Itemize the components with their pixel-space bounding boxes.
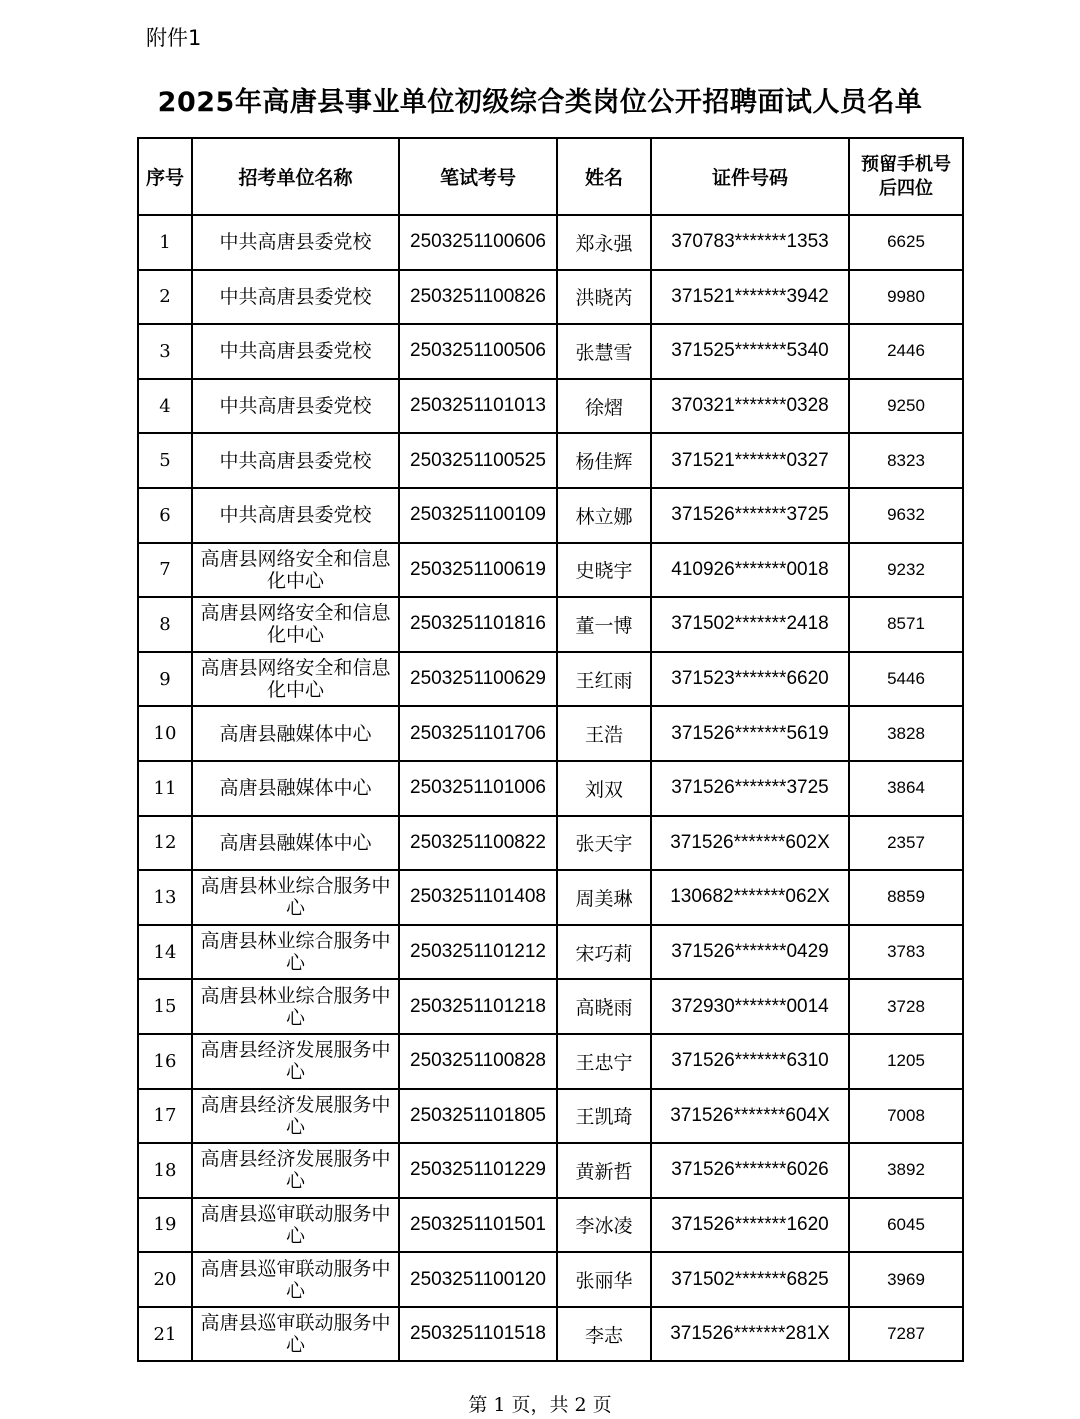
cell-phone: 8571 bbox=[849, 597, 963, 652]
cell-phone: 5446 bbox=[849, 652, 963, 707]
cell-unit: 高唐县网络安全和信息化中心 bbox=[192, 597, 399, 652]
cell-unit: 高唐县巡审联动服务中心 bbox=[192, 1198, 399, 1253]
cell-phone: 7008 bbox=[849, 1089, 963, 1144]
cell-unit: 高唐县经济发展服务中心 bbox=[192, 1143, 399, 1198]
cell-name: 高晓雨 bbox=[557, 979, 651, 1034]
cell-id-no: 371526*******3725 bbox=[651, 488, 849, 543]
cell-exam-no: 2503251100109 bbox=[399, 488, 557, 543]
cell-exam-no: 2503251100629 bbox=[399, 652, 557, 707]
cell-id-no: 371526*******1620 bbox=[651, 1198, 849, 1253]
document-title: 2025年高唐县事业单位初级综合类岗位公开招聘面试人员名单 bbox=[157, 87, 923, 118]
cell-name: 黄新哲 bbox=[557, 1143, 651, 1198]
cell-seq: 14 bbox=[138, 925, 192, 980]
cell-id-no: 371526*******0429 bbox=[651, 925, 849, 980]
cell-name: 董一博 bbox=[557, 597, 651, 652]
cell-phone: 6045 bbox=[849, 1198, 963, 1253]
cell-exam-no: 2503251101805 bbox=[399, 1089, 557, 1144]
table-row bbox=[138, 1034, 963, 1089]
header-unit: 招考单位名称 bbox=[192, 138, 399, 215]
cell-name: 张天宇 bbox=[557, 816, 651, 871]
cell-name: 郑永强 bbox=[557, 215, 651, 270]
cell-unit: 中共高唐县委党校 bbox=[192, 324, 399, 379]
cell-name: 周美琳 bbox=[557, 870, 651, 925]
table-row bbox=[138, 870, 963, 925]
cell-unit: 高唐县经济发展服务中心 bbox=[192, 1034, 399, 1089]
cell-id-no: 371526*******5619 bbox=[651, 706, 849, 761]
cell-name: 王忠宁 bbox=[557, 1034, 651, 1089]
table-header-row bbox=[138, 138, 963, 215]
cell-id-no: 371521*******0327 bbox=[651, 433, 849, 488]
cell-id-no: 371502*******6825 bbox=[651, 1252, 849, 1307]
cell-name: 史晓宇 bbox=[557, 543, 651, 598]
cell-phone: 9632 bbox=[849, 488, 963, 543]
header-id-no: 证件号码 bbox=[651, 138, 849, 215]
cell-seq: 16 bbox=[138, 1034, 192, 1089]
table-row bbox=[138, 1307, 963, 1362]
cell-name: 林立娜 bbox=[557, 488, 651, 543]
cell-exam-no: 2503251101501 bbox=[399, 1198, 557, 1253]
table-body bbox=[138, 215, 963, 1361]
cell-unit: 高唐县融媒体中心 bbox=[192, 761, 399, 816]
cell-phone: 3864 bbox=[849, 761, 963, 816]
table-row bbox=[138, 1198, 963, 1253]
cell-phone: 2357 bbox=[849, 816, 963, 871]
cell-id-no: 370321*******0328 bbox=[651, 379, 849, 434]
cell-exam-no: 2503251101408 bbox=[399, 870, 557, 925]
cell-id-no: 130682*******062X bbox=[651, 870, 849, 925]
table-row bbox=[138, 925, 963, 980]
table-row bbox=[138, 652, 963, 707]
cell-seq: 7 bbox=[138, 543, 192, 598]
cell-seq: 1 bbox=[138, 215, 192, 270]
cell-seq: 10 bbox=[138, 706, 192, 761]
cell-seq: 8 bbox=[138, 597, 192, 652]
cell-phone: 9232 bbox=[849, 543, 963, 598]
cell-unit: 高唐县网络安全和信息化中心 bbox=[192, 652, 399, 707]
cell-unit: 高唐县林业综合服务中心 bbox=[192, 925, 399, 980]
table-row bbox=[138, 543, 963, 598]
cell-name: 徐熠 bbox=[557, 379, 651, 434]
cell-unit: 中共高唐县委党校 bbox=[192, 488, 399, 543]
cell-unit: 中共高唐县委党校 bbox=[192, 379, 399, 434]
cell-unit: 高唐县巡审联动服务中心 bbox=[192, 1307, 399, 1362]
table-row bbox=[138, 324, 963, 379]
cell-seq: 6 bbox=[138, 488, 192, 543]
cell-name: 王红雨 bbox=[557, 652, 651, 707]
cell-phone: 1205 bbox=[849, 1034, 963, 1089]
cell-seq: 4 bbox=[138, 379, 192, 434]
cell-exam-no: 2503251101229 bbox=[399, 1143, 557, 1198]
cell-name: 洪晓芮 bbox=[557, 270, 651, 325]
cell-phone: 3892 bbox=[849, 1143, 963, 1198]
cell-seq: 12 bbox=[138, 816, 192, 871]
cell-exam-no: 2503251100120 bbox=[399, 1252, 557, 1307]
cell-exam-no: 2503251101006 bbox=[399, 761, 557, 816]
table-row bbox=[138, 1089, 963, 1144]
cell-name: 刘双 bbox=[557, 761, 651, 816]
table-row bbox=[138, 706, 963, 761]
table-row bbox=[138, 1252, 963, 1307]
cell-id-no: 410926*******0018 bbox=[651, 543, 849, 598]
header-exam-no: 笔试考号 bbox=[399, 138, 557, 215]
cell-exam-no: 2503251100606 bbox=[399, 215, 557, 270]
cell-unit: 高唐县融媒体中心 bbox=[192, 706, 399, 761]
cell-phone: 8859 bbox=[849, 870, 963, 925]
cell-unit: 中共高唐县委党校 bbox=[192, 215, 399, 270]
cell-id-no: 371526*******604X bbox=[651, 1089, 849, 1144]
cell-exam-no: 2503251100506 bbox=[399, 324, 557, 379]
cell-seq: 5 bbox=[138, 433, 192, 488]
cell-name: 王凯琦 bbox=[557, 1089, 651, 1144]
cell-name: 张丽华 bbox=[557, 1252, 651, 1307]
cell-seq: 11 bbox=[138, 761, 192, 816]
cell-seq: 21 bbox=[138, 1307, 192, 1362]
cell-id-no: 371526*******3725 bbox=[651, 761, 849, 816]
cell-exam-no: 2503251101218 bbox=[399, 979, 557, 1034]
cell-id-no: 371526*******6026 bbox=[651, 1143, 849, 1198]
cell-id-no: 371526*******602X bbox=[651, 816, 849, 871]
cell-unit: 高唐县林业综合服务中心 bbox=[192, 870, 399, 925]
cell-unit: 中共高唐县委党校 bbox=[192, 270, 399, 325]
cell-phone: 3828 bbox=[849, 706, 963, 761]
header-seq: 序号 bbox=[138, 138, 192, 215]
table-row bbox=[138, 597, 963, 652]
cell-unit: 高唐县林业综合服务中心 bbox=[192, 979, 399, 1034]
table-row bbox=[138, 215, 963, 270]
cell-phone: 9250 bbox=[849, 379, 963, 434]
cell-exam-no: 2503251100822 bbox=[399, 816, 557, 871]
cell-id-no: 371526*******6310 bbox=[651, 1034, 849, 1089]
cell-unit: 中共高唐县委党校 bbox=[192, 433, 399, 488]
cell-name: 杨佳辉 bbox=[557, 433, 651, 488]
cell-phone: 8323 bbox=[849, 433, 963, 488]
cell-id-no: 371521*******3942 bbox=[651, 270, 849, 325]
cell-id-no: 372930*******0014 bbox=[651, 979, 849, 1034]
cell-name: 李志 bbox=[557, 1307, 651, 1362]
cell-exam-no: 2503251100826 bbox=[399, 270, 557, 325]
cell-exam-no: 2503251101013 bbox=[399, 379, 557, 434]
cell-seq: 9 bbox=[138, 652, 192, 707]
cell-seq: 2 bbox=[138, 270, 192, 325]
table-row bbox=[138, 433, 963, 488]
cell-phone: 7287 bbox=[849, 1307, 963, 1362]
cell-seq: 20 bbox=[138, 1252, 192, 1307]
table-row bbox=[138, 1143, 963, 1198]
cell-seq: 19 bbox=[138, 1198, 192, 1253]
cell-seq: 13 bbox=[138, 870, 192, 925]
cell-id-no: 370783*******1353 bbox=[651, 215, 849, 270]
cell-name: 张慧雪 bbox=[557, 324, 651, 379]
cell-exam-no: 2503251101706 bbox=[399, 706, 557, 761]
cell-phone: 3969 bbox=[849, 1252, 963, 1307]
cell-phone: 9980 bbox=[849, 270, 963, 325]
cell-id-no: 371526*******281X bbox=[651, 1307, 849, 1362]
cell-exam-no: 2503251100619 bbox=[399, 543, 557, 598]
header-phone-line1: 预留手机号 bbox=[861, 153, 951, 175]
cell-exam-no: 2503251101816 bbox=[399, 597, 557, 652]
cell-id-no: 371523*******6620 bbox=[651, 652, 849, 707]
cell-name: 王浩 bbox=[557, 706, 651, 761]
table-row bbox=[138, 488, 963, 543]
cell-seq: 15 bbox=[138, 979, 192, 1034]
cell-seq: 17 bbox=[138, 1089, 192, 1144]
cell-exam-no: 2503251100525 bbox=[399, 433, 557, 488]
page-footer: 第 1 页，共 2 页 bbox=[468, 1394, 612, 1416]
cell-seq: 18 bbox=[138, 1143, 192, 1198]
cell-id-no: 371525*******5340 bbox=[651, 324, 849, 379]
cell-phone: 3783 bbox=[849, 925, 963, 980]
interview-roster-table bbox=[137, 137, 964, 1362]
header-phone bbox=[849, 138, 963, 215]
header-name: 姓名 bbox=[557, 138, 651, 215]
cell-phone: 6625 bbox=[849, 215, 963, 270]
table-row bbox=[138, 816, 963, 871]
cell-unit: 高唐县网络安全和信息化中心 bbox=[192, 543, 399, 598]
cell-exam-no: 2503251101212 bbox=[399, 925, 557, 980]
cell-seq: 3 bbox=[138, 324, 192, 379]
cell-name: 李冰凌 bbox=[557, 1198, 651, 1253]
header-phone-line2: 后四位 bbox=[879, 177, 933, 199]
cell-unit: 高唐县融媒体中心 bbox=[192, 816, 399, 871]
table-row bbox=[138, 979, 963, 1034]
table-row bbox=[138, 379, 963, 434]
attachment-label: 附件1 bbox=[146, 26, 202, 50]
table-row bbox=[138, 761, 963, 816]
cell-id-no: 371502*******2418 bbox=[651, 597, 849, 652]
cell-phone: 2446 bbox=[849, 324, 963, 379]
cell-exam-no: 2503251100828 bbox=[399, 1034, 557, 1089]
table-row bbox=[138, 270, 963, 325]
cell-exam-no: 2503251101518 bbox=[399, 1307, 557, 1362]
cell-unit: 高唐县经济发展服务中心 bbox=[192, 1089, 399, 1144]
cell-unit: 高唐县巡审联动服务中心 bbox=[192, 1252, 399, 1307]
cell-phone: 3728 bbox=[849, 979, 963, 1034]
cell-name: 宋巧莉 bbox=[557, 925, 651, 980]
